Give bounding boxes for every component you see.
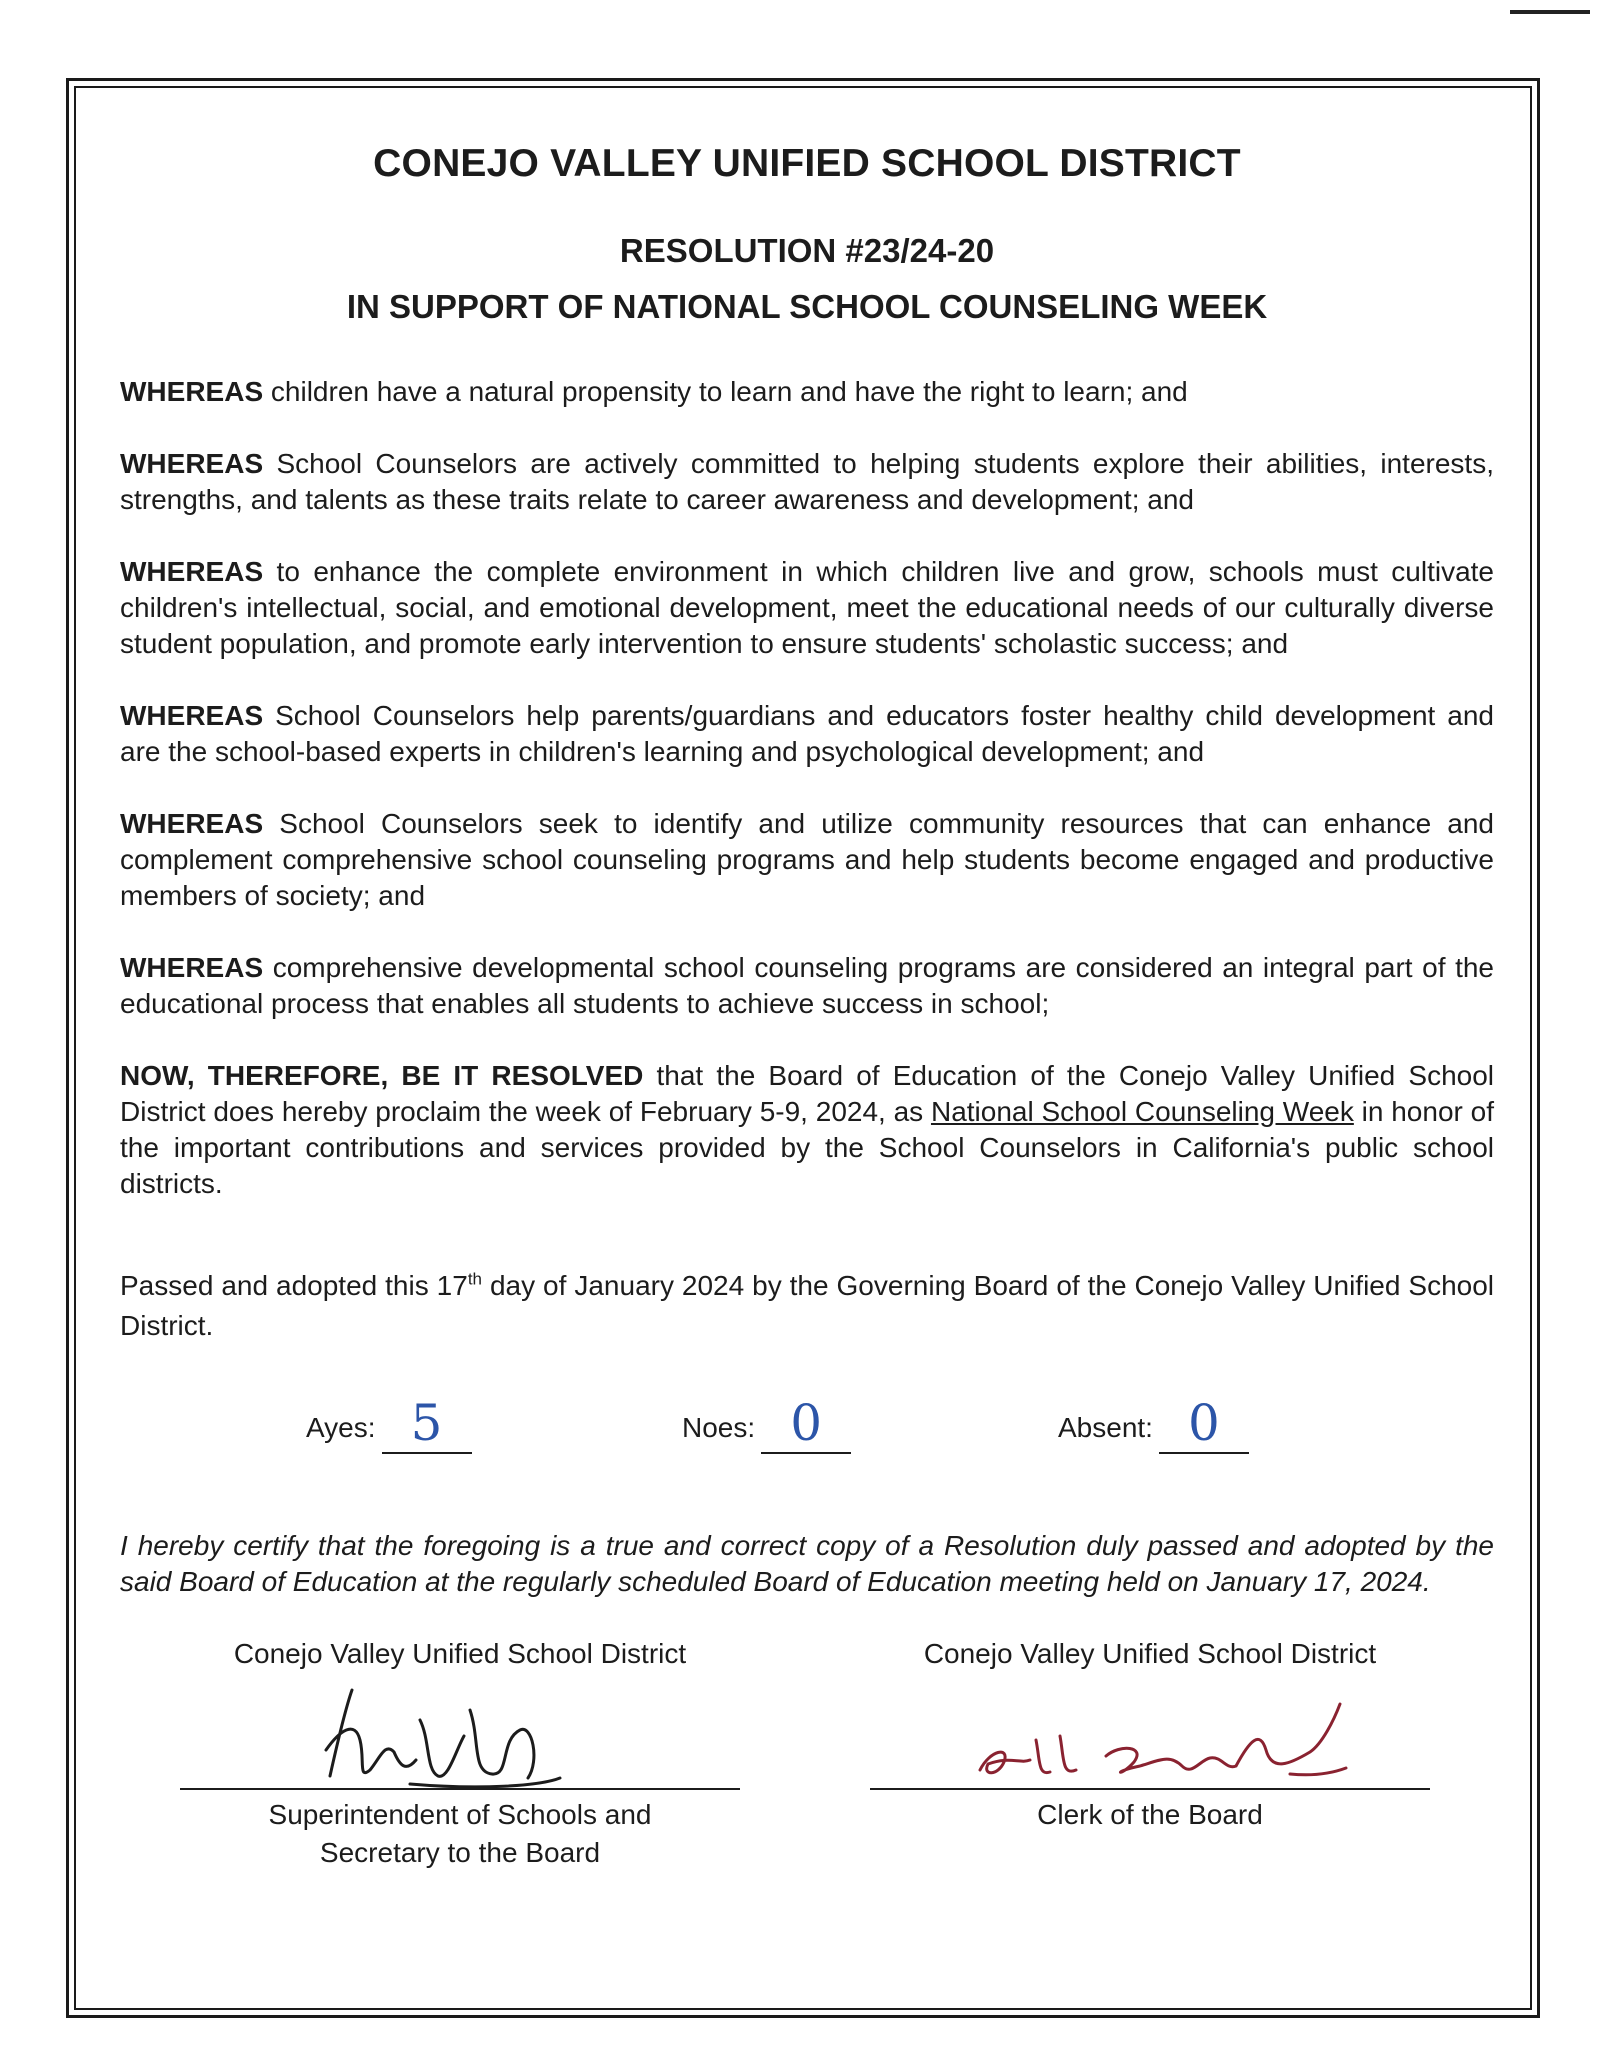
whereas-clause: WHEREAS to enhance the complete environment in which children live and grow, schools must cultivate children's intellectual, social, and emotional development, meet the educational needs of our culturally diverse student population, and promote early intervention to ensure students' scholastic success; and [120, 556, 1494, 659]
whereas-clauses [120, 374, 1494, 1202]
noes-value: 0 [761, 1394, 851, 1454]
vote-tally [120, 1394, 1494, 1484]
noes-vote [682, 1394, 851, 1454]
clerk-signature-icon [870, 1680, 1430, 1790]
ayes-value: 5 [382, 1394, 472, 1454]
passed-statement: Passed and adopted this 17th day of January 2024 by the Governing Board of the Conejo Valley Unified School District. [120, 1269, 1495, 1341]
whereas-clause: WHEREAS School Counselors are actively committed to helping students explore their abilities, interests, strengths, and talents as these traits relate to career awareness and development; and [120, 448, 1494, 515]
resolved-clause: NOW, THEREFORE, BE IT RESOLVED that the Board of Education of the Conejo Valley Unified School District does hereby proclaim the week of February 5-9, 2024, as National School Counseling Week in honor of the important contributions and services provided by the School Counselors in California's public school districts. [120, 1060, 1495, 1199]
whereas-clause: WHEREAS comprehensive developmental school counseling programs are considered an integral part of the educational process that enables all students to achieve success in school; [120, 952, 1494, 1019]
noes-label: Noes: [682, 1412, 756, 1443]
clerk-signature [870, 1680, 1430, 1790]
whereas-clause: WHEREAS children have a natural propensity to learn and have the right to learn; and [120, 376, 1188, 407]
district-title: CONEJO VALLEY UNIFIED SCHOOL DISTRICT [373, 142, 1241, 185]
absent-value: 0 [1159, 1394, 1249, 1454]
resolution-document [120, 86, 1494, 1938]
absent-vote [1058, 1394, 1249, 1454]
absent-label: Absent: [1058, 1412, 1153, 1443]
clerk-signature-block [870, 1638, 1430, 1834]
counseling-week-name: National School Counseling Week [930, 1096, 1354, 1127]
ayes-vote [306, 1394, 472, 1454]
secretary-title: Secretary to the Board [319, 1837, 601, 1868]
superintendent-signature-block [180, 1638, 740, 1872]
clerk-title: Clerk of the Board [1037, 1799, 1263, 1830]
left-organization: Conejo Valley Unified School District [233, 1638, 687, 1669]
signature-block [120, 1638, 1494, 1938]
whereas-clause: WHEREAS School Counselors help parents/guardians and educators foster healthy child development and are the school-based experts in children's learning and psychological development; and [120, 700, 1494, 767]
resolution-title: IN SUPPORT OF NATIONAL SCHOOL COUNSELING WEEK [346, 288, 1268, 325]
superintendent-signature-icon [180, 1680, 740, 1790]
certification-statement: I hereby certify that the foregoing is a true and correct copy of a Resolution duly passed and adopted by the said Board of Education at the regularly scheduled Board of Education meeting held on January 17, 2024. [120, 1530, 1494, 1597]
resolution-number: RESOLUTION #23/24-20 [619, 232, 995, 269]
ayes-label: Ayes: [306, 1412, 376, 1443]
whereas-clause: WHEREAS School Counselors seek to identify and utilize community resources that can enhance and complement comprehensive school counseling programs and help students become engaged and productive members of society; and [120, 808, 1494, 911]
superintendent-title: Superintendent of Schools and [268, 1799, 652, 1830]
corner-scan-mark [1510, 10, 1590, 14]
superintendent-signature [180, 1680, 740, 1790]
right-organization: Conejo Valley Unified School District [923, 1638, 1377, 1669]
